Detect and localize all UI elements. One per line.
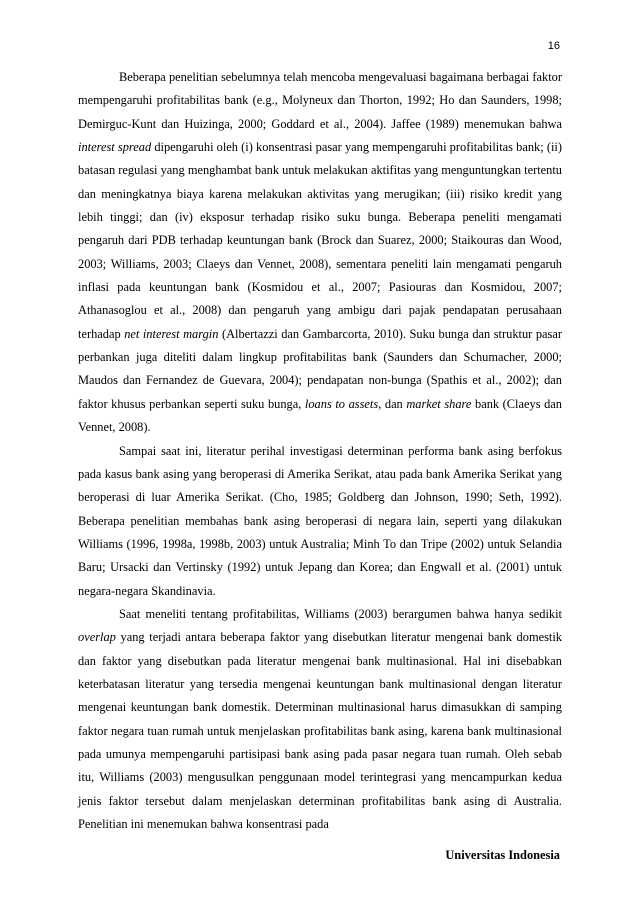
body-text (78, 66, 562, 836)
text-span: Beberapa penelitian sebelumnya telah mencoba mengevaluasi bagaimana berbagai faktor mempengaruhi profitabilitas bank (e.g., Molyneux dan Thorton, 1992; Ho dan Saunders, 1998; Demirguc-Kunt dan Huizinga, 2000; Goddard et al., 2004). Jaffee (1989) menemukan bahwa (78, 70, 562, 131)
text-span: bank (Claeys dan Vennet, 2008). (78, 396, 562, 435)
text-span: dipengaruhi oleh (i) konsentrasi pasar yang mempengaruhi profitabilitas bank; (ii) batasan regulasi yang menghambat bank untuk melakukan aktifitas yang menguntungkan tertentu dan meningkatnya biaya karena melakukan aktivitas yang merugikan; (iii) risiko kredit yang lebih tinggi; dan (iv) eksposur terhadap risiko suku bunga. Beberapa peneliti mengamati pengaruh dari PDB terhadap keuntungan bank (Brock dan Suarez, 2000; Staikouras dan Wood, 2003; Williams, 2003; Claeys dan Vennet, 2008), sementara peneliti lain mengamati pengaruh inflasi pada keuntungan bank (Kosmidou et al., 2007; Pasiouras dan Kosmidou, 2007; Athanasoglou et al., 2008) dan pengaruh yang ambigu dari pajak pendapatan perusahaan terhadap (78, 140, 563, 341)
text-span: yang terjadi antara beberapa faktor yang disebutkan literatur mengenai bank domestik dan faktor yang disebutkan pada literatur mengenai bank multinasional. Hal ini disebabkan keterbatasan literatur yang tersedia mengenai keuntungan bank multinasional dengan literatur mengenai keuntungan bank domestik. Determinan multinasional harus dimasukkan di samping faktor negara tuan rumah untuk menjelaskan profitabilitas bank asing, karena bank multinasional pada umunya mempengaruhi partisipasi bank asing pada pasar negara tuan rumah. Oleh sebab itu, Williams (2003) mengusulkan penggunaan model terintegrasi yang mencampurkan kedua jenis faktor tersebut dalam menjelaskan determinan profitabilitas bank asing di Australia. Penelitian ini menemukan bahwa konsentrasi pada (78, 630, 562, 831)
italic-term: net interest margin (124, 326, 219, 341)
italic-term: overlap (78, 630, 116, 645)
text-span: Sampai saat ini, literatur perihal investigasi determinan performa bank asing berfokus pada kasus bank asing yang beroperasi di Amerika Serikat, atau pada bank Amerika Serikat yang beroperasi di luar Amerika Serikat. (Cho, 1985; Goldberg dan Johnson, 1990; Seth, 1992). Beberapa penelitian membahas bank asing beroperasi di negara lain, seperti yang dilakukan Williams (1996, 1998a, 1998b, 2003) untuk Australia; Minh To dan Tripe (2002) untuk Selandia Baru; Ursacki dan Vertinsky (1992) untuk Jepang dan Korea; dan Engwall et al. (2001) untuk negara-negara Skandinavia. (78, 443, 562, 598)
text-span: Saat meneliti tentang profitabilitas, Williams (2003) berargumen bahwa hanya sedikit (119, 606, 562, 621)
text-span: , dan (378, 396, 407, 411)
paragraph (78, 440, 562, 603)
italic-term: interest spread (78, 140, 152, 155)
paragraph (78, 66, 562, 440)
italic-term: market share (406, 396, 472, 411)
footer-institution: Universitas Indonesia (445, 848, 560, 862)
page-number: 16 (547, 40, 560, 52)
paragraph (78, 603, 562, 836)
italic-term: loans to assets (304, 396, 379, 411)
text-span: (Albertazzi dan Gambarcorta, 2010). Suku bunga dan struktur pasar perbankan juga diteliti dalam lingkup profitabilitas bank (Saunders dan Schumacher, 2000; Maudos dan Fernandez de Guevara, 2004); pendapatan non-bunga (Spathis et al., 2002); dan faktor khusus perbankan seperti suku bunga, (78, 326, 562, 411)
